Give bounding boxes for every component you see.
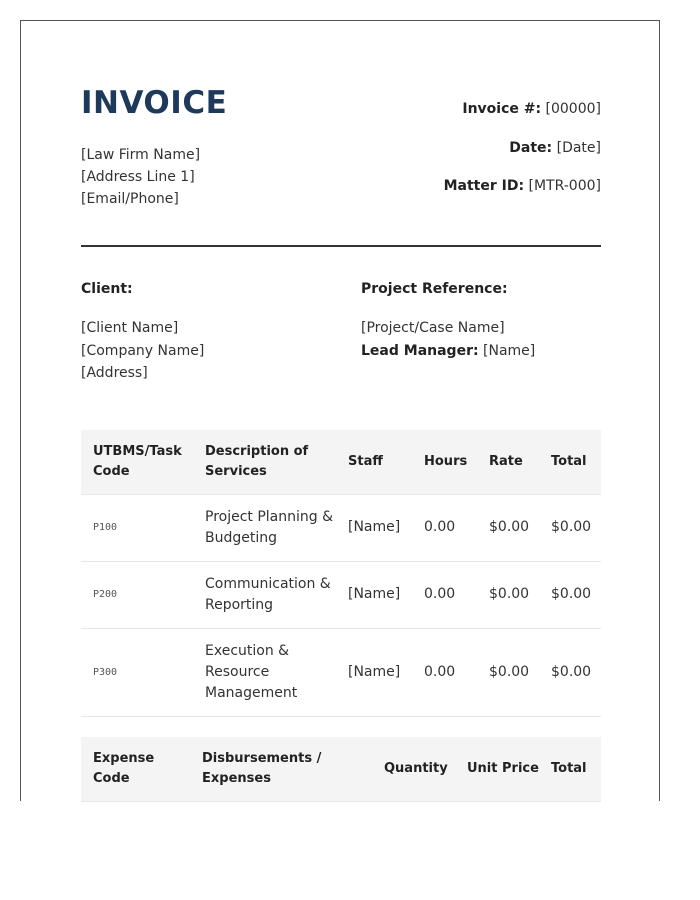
invoice-date-label: Date: bbox=[509, 139, 553, 156]
service-staff: [Name] bbox=[336, 494, 412, 561]
matter-id-label: Matter ID: bbox=[443, 178, 525, 194]
firm-info bbox=[81, 144, 200, 210]
expenses-table bbox=[81, 737, 601, 802]
service-rate: $0.00 bbox=[477, 494, 539, 561]
col-quantity: Quantity bbox=[372, 737, 455, 801]
col-expense-code: Expense Code bbox=[81, 737, 190, 801]
firm-contact: [Email/Phone] bbox=[81, 191, 179, 207]
col-expense-total: Total bbox=[539, 737, 601, 801]
col-total: Total bbox=[539, 430, 601, 494]
header-divider bbox=[81, 245, 601, 247]
services-header-row bbox=[81, 430, 601, 494]
task-code: P200 bbox=[81, 561, 193, 628]
service-staff: [Name] bbox=[336, 561, 412, 628]
task-code: P300 bbox=[81, 628, 193, 716]
lead-manager-value: [Name] bbox=[483, 342, 536, 359]
expenses-header-row bbox=[81, 737, 601, 801]
service-description: Communication & Reporting bbox=[193, 561, 336, 628]
service-description: Project Planning & Budgeting bbox=[193, 494, 336, 561]
service-hours: 0.00 bbox=[412, 628, 477, 716]
matter-id-value: [MTR-000] bbox=[528, 178, 601, 194]
table-row bbox=[81, 628, 601, 716]
matter-id-row bbox=[444, 176, 601, 215]
services-table bbox=[81, 430, 601, 717]
lead-manager-row bbox=[361, 340, 601, 363]
service-total: $0.00 bbox=[539, 628, 601, 716]
invoice-title: INVOICE bbox=[81, 85, 228, 121]
invoice-number-row bbox=[444, 99, 601, 138]
invoice-date-value: [Date] bbox=[556, 139, 601, 156]
service-description: Execution & Resource Management bbox=[193, 628, 336, 716]
service-rate: $0.00 bbox=[477, 628, 539, 716]
service-hours: 0.00 bbox=[412, 561, 477, 628]
table-row bbox=[81, 561, 601, 628]
invoice-date-row bbox=[444, 138, 601, 177]
service-total: $0.00 bbox=[539, 494, 601, 561]
col-description: Description of Services bbox=[193, 430, 336, 494]
invoice-number-value: [00000] bbox=[545, 101, 601, 117]
col-disbursements: Disbursements / Expenses bbox=[190, 737, 372, 801]
client-company: [Company Name] bbox=[81, 342, 205, 359]
col-unit-price: Unit Price bbox=[455, 737, 539, 801]
service-rate: $0.00 bbox=[477, 561, 539, 628]
service-total: $0.00 bbox=[539, 561, 601, 628]
client-name: [Client Name] bbox=[81, 320, 179, 336]
project-label: Project Reference: bbox=[361, 281, 508, 297]
project-section bbox=[361, 279, 601, 362]
task-code: P100 bbox=[81, 494, 193, 561]
project-name: [Project/Case Name] bbox=[361, 320, 505, 336]
lead-manager-label: Lead Manager: bbox=[361, 342, 479, 359]
client-label: Client: bbox=[81, 281, 133, 297]
col-staff: Staff bbox=[336, 430, 412, 494]
service-hours: 0.00 bbox=[412, 494, 477, 561]
invoice-page bbox=[20, 20, 660, 801]
invoice-meta bbox=[444, 99, 601, 215]
client-address: [Address] bbox=[81, 365, 148, 381]
col-task-code: UTBMS/Task Code bbox=[81, 430, 193, 494]
client-section bbox=[81, 279, 341, 385]
service-staff: [Name] bbox=[336, 628, 412, 716]
col-rate: Rate bbox=[477, 430, 539, 494]
invoice-number-label: Invoice #: bbox=[462, 101, 542, 117]
col-hours: Hours bbox=[412, 430, 477, 494]
firm-name: [Law Firm Name] bbox=[81, 147, 201, 163]
firm-address: [Address Line 1] bbox=[81, 169, 195, 185]
table-row bbox=[81, 494, 601, 561]
